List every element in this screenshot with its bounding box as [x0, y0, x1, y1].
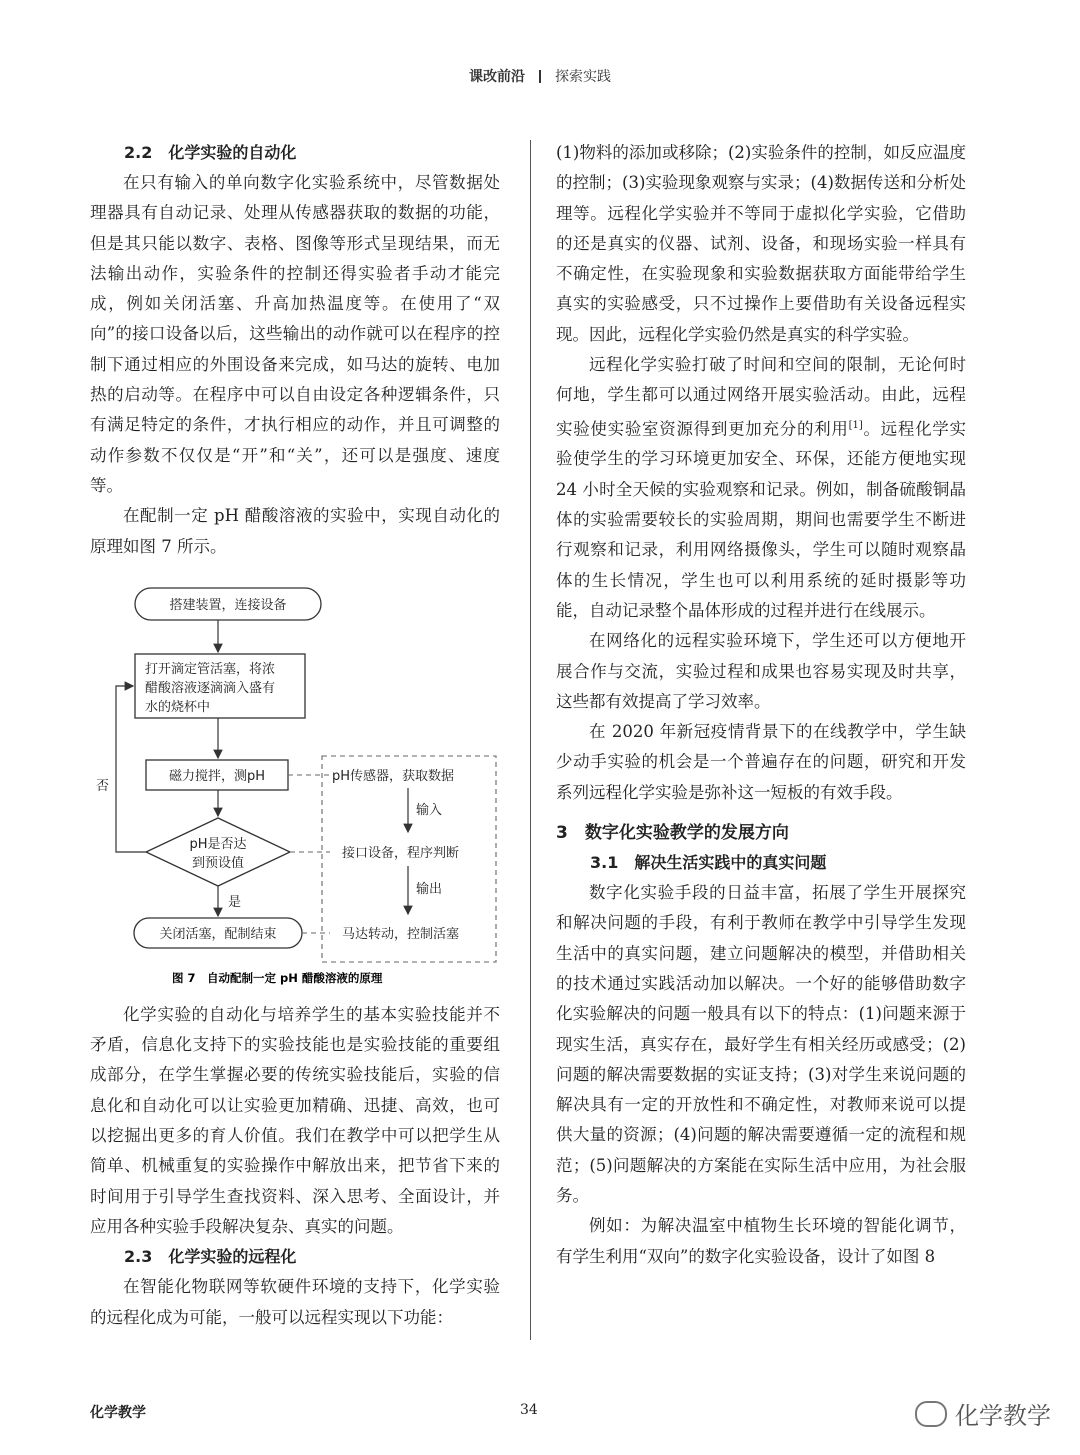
heading-2-2: 2.2 化学实验的自动化: [124, 143, 297, 162]
wechat-watermark: [915, 1396, 1051, 1431]
no-label: 否: [96, 778, 110, 794]
journal-name: 化学教学: [90, 1405, 146, 1421]
header-section: 课改前沿: [469, 69, 525, 85]
paragraph: (1)物料的添加或移除；(2)实验条件的控制，如反应温度的控制；(3)实验现象观察与实录；(4)数据传送和分析处理等。远程化学实验并不等同于虚拟化学实验，它借助的还是真实的仪器、试剂、设备，和现场实验一样具有不确定性，在实验现象和实验数据获取方面能带给学生真实的实验感受，只不过操作上要借助有关设备远程实现。因此，远程化学实验仍然是真实的科学实验。: [556, 143, 966, 344]
decision-node: [146, 818, 290, 886]
figure-7: [90, 570, 500, 988]
heading-3-1: 3.1 解决生活实践中的真实问题: [590, 853, 827, 873]
header-separator: [539, 70, 541, 83]
right-column: [556, 138, 966, 1272]
paragraph-part-2: 。远程化学实验使学生的学习环境更加安全、环保，还能方便地实现 24 小时全天候的实验观察和记录。例如，制备硫酸铜晶体的实验需要较长的实验周期，期间也需要学生不断进行观察和记录，利用网络摄像头，学生可以随时观察晶体的生长情况，学生也可以利用系统的延时摄影等功能，自动记录整个晶体形成的过程并进行在线展示。: [556, 419, 967, 620]
sensor-label: pH传感器，获取数据: [332, 768, 455, 784]
decision-label-1: pH是否达: [189, 836, 247, 852]
paragraph: 在配制一定 pH 醋酸溶液的实验中，实现自动化的原理如图 7 所示。: [90, 506, 500, 556]
paragraph-part-1: 远程化学实验打破了时间和空间的限制，无论何时何地，学生都可以通过网络开展实验活动。由此，远程实验使实验室资源得到更加充分的利用: [556, 355, 966, 439]
flowchart: [90, 570, 500, 988]
page-header: [0, 66, 1080, 86]
heading-3: 3 数字化实验教学的发展方向: [556, 823, 789, 844]
paragraph: 数字化实验手段的日益丰富，拓展了学生开展探究和解决问题的手段，有利于教师在教学中引导学生发现生活中的真实问题，建立问题解决的模型，并借助相关的技术通过实践活动加以解决。一个好的能够借助数字化实验解决的问题一般具有以下的特点：(1)问题来源于现实生活，真实存在，最好学生有相关经历或感受；(2)问题的解决需要数据的实证支持；(3)对学生来说问题的解决具有一定的开放性和不确定性，对教师来说可以提供大量的资源；(4)问题的解决需要遵循一定的流程和规范；(5)问题解决的方案能在实际生活中应用，为社会服务。: [556, 883, 966, 1205]
paragraph: 在网络化的远程实验环境下，学生还可以方便地开展合作与交流，实验过程和成果也容易实现及时共享，这些都有效提高了学习效率。: [556, 631, 966, 711]
page-number: 34: [520, 1402, 538, 1418]
wechat-icon: [915, 1401, 947, 1427]
header-subsection: 探索实践: [555, 69, 611, 85]
citation-ref[interactable]: [1]: [848, 419, 863, 431]
yes-label: 是: [228, 894, 242, 910]
paragraph: 在 2020 年新冠疫情背景下的在线教学中，学生缺少动手实验的机会是一个普遍存在的问题，研究和开发系列远程化学实验是弥补这一短板的有效手段。: [556, 722, 966, 802]
drip-label-3: 水的烧杯中: [145, 699, 211, 715]
motor-label: 马达转动，控制活塞: [342, 926, 460, 942]
column-divider: [530, 140, 531, 1340]
start-label: 搭建装置，连接设备: [169, 597, 287, 613]
figure-caption: 图 7 自动配制一定 pH 醋酸溶液的原理: [172, 970, 383, 985]
drip-label-1: 打开滴定管活塞，将浓: [145, 661, 276, 677]
paragraph: [556, 350, 966, 626]
paragraph: 化学实验的自动化与培养学生的基本实验技能并不矛盾，信息化支持下的实验技能也是实验技能的重要组成部分，在学生掌握必要的传统实验技能后，实验的信息化和自动化可以让实验更加精确、迅捷、高效，也可以挖掘出更多的育人价值。我们在教学中可以把学生从简单、机械重复的实验操作中解放出来，把节省下来的时间用于引导学生查找资料、深入思考、全面设计，并应用各种实验手段解决复杂、真实的问题。: [90, 1004, 500, 1236]
decision-label-2: 到预设值: [191, 855, 245, 871]
output-label: 输出: [416, 881, 443, 897]
interface-label: 接口设备，程序判断: [342, 845, 460, 861]
heading-2-3: 2.3 化学实验的远程化: [124, 1247, 297, 1267]
input-label: 输入: [416, 802, 443, 818]
paragraph: 在智能化物联网等软硬件环境的支持下，化学实验的远程化成为可能，一般可以远程实现以下功能：: [90, 1277, 500, 1327]
no-loop-arrow: [116, 686, 146, 852]
left-column: [90, 138, 500, 1333]
paragraph: 在只有输入的单向数字化实验系统中，尽管数据处理器具有自动记录、处理从传感器获取的数据的功能，但是其只能以数字、表格、图像等形式呈现结果，而无法输出动作，实验条件的控制还得实验者手动才能完成，例如关闭活塞、升高加热温度等。在使用了“双向”的接口设备以后，这些输出的动作就可以在程序的控制下通过相应的外围设备来完成，如马达的旋转、电加热的启动等。在程序中可以自由设定各种逻辑条件，只有满足特定的条件，才执行相应的动作，并且可调整的动作参数不仅仅是“开”和“关”，还可以是强度、速度等。: [90, 173, 500, 495]
wechat-label: 化学教学: [955, 1402, 1051, 1430]
stir-label: 磁力搅拌，测pH: [168, 768, 266, 784]
end-label: 关闭活塞，配制结束: [159, 926, 277, 942]
drip-label-2: 醋酸溶液逐滴滴入盛有: [145, 680, 276, 696]
paragraph: 例如：为解决温室中植物生长环境的智能化调节，有学生利用“双向”的数字化实验设备，设计了如图 8: [556, 1216, 966, 1266]
